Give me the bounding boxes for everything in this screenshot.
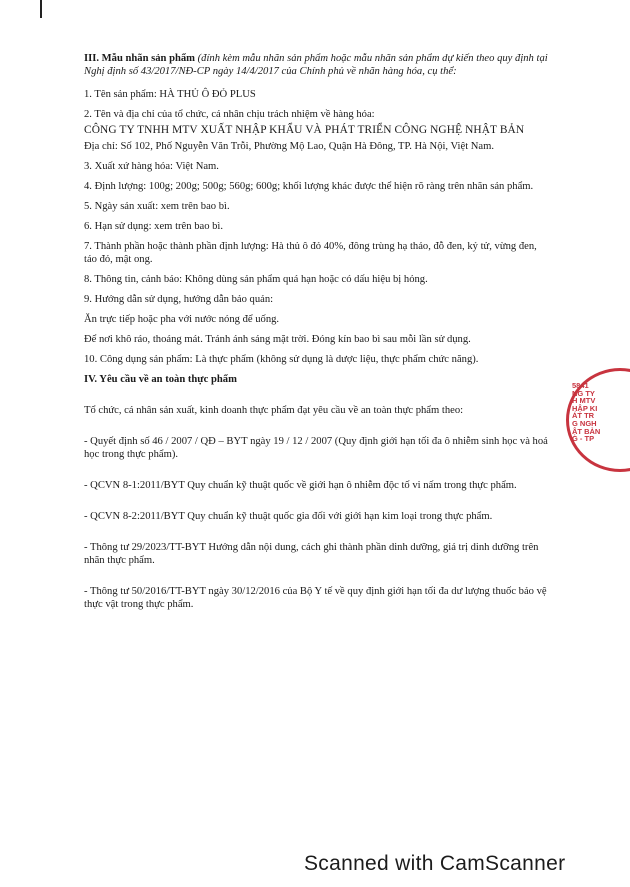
stamp-line: G NGH bbox=[572, 418, 597, 428]
requirement-3: - QCVN 8-2:2011/BYT Quy chuẩn kỹ thuật quốc gia đối với giới hạn kim loại trong thực phẩm. bbox=[84, 511, 493, 522]
company-stamp bbox=[560, 368, 630, 472]
section-3-heading bbox=[84, 52, 552, 78]
item-3: 3. Xuất xứ hàng hóa: Việt Nam. bbox=[84, 161, 219, 172]
requirement-5: - Thông tư 50/2016/TT-BYT ngày 30/12/2016 của Bộ Y tế về quy định giới hạn tối đa dư lượng thuốc bảo vệ thực vật trong thực phẩm. bbox=[84, 586, 547, 610]
item-2: 2. Tên và địa chỉ của tổ chức, cá nhân chịu trách nhiệm về hàng hóa: bbox=[84, 109, 375, 120]
item-9: 9. Hướng dẫn sử dụng, hướng dẫn bảo quản: bbox=[84, 294, 274, 305]
requirement-2: - QCVN 8-1:2011/BYT Quy chuẩn kỹ thuật quốc về giới hạn ô nhiễm độc tố vi nấm trong thực phẩm. bbox=[84, 480, 517, 491]
stamp-line: ÁT TR bbox=[572, 411, 595, 421]
stamp-text bbox=[572, 382, 630, 443]
stamp-line: HẬP KI bbox=[572, 403, 598, 413]
document-body bbox=[84, 52, 552, 611]
page-edge-line bbox=[40, 0, 42, 18]
requirement-4: - Thông tư 29/2023/TT-BYT Hướng dẫn nội dung, cách ghi thành phần dinh dưỡng, giá trị dinh dưỡng trên nhãn thực phẩm. bbox=[84, 542, 539, 566]
item-5: 5. Ngày sản xuất: xem trên bao bì. bbox=[84, 201, 230, 212]
stamp-line: ẬT BẢN bbox=[572, 426, 601, 436]
company-address: Địa chỉ: Số 102, Phố Nguyễn Văn Trỗi, Phường Mộ Lao, Quận Hà Đông, TP. Hà Nội, Việt Nam. bbox=[84, 141, 495, 152]
company-name: CÔNG TY TNHH MTV XUẤT NHẬP KHẨU VÀ PHÁT TRIỂN CÔNG NGHỆ NHẬT BẢN bbox=[84, 124, 525, 136]
usage-instruction: Ăn trực tiếp hoặc pha với nước nóng để uống. bbox=[84, 314, 280, 325]
item-4: 4. Định lượng: 100g; 200g; 500g; 560g; 600g; khối lượng khác được thể hiện rõ ràng trên nhãn sản phẩm. bbox=[84, 181, 534, 192]
item-6: 6. Hạn sử dụng: xem trên bao bì. bbox=[84, 221, 224, 232]
item-1: 1. Tên sản phẩm: HÀ THỦ Ô ĐỎ PLUS bbox=[84, 89, 256, 100]
scanner-watermark: Scanned with CamScanner bbox=[304, 852, 566, 875]
section-3-note: (đính kèm mẫu nhãn sản phẩm hoặc mẫu nhãn sản phẩm dự kiến theo quy định tại Nghị định số 43/2017/NĐ-CP ngày 14/4/2017 của Chính phủ về nhãn hàng hóa, cụ thể: bbox=[84, 53, 548, 77]
item-10: 10. Công dụng sản phẩm: Là thực phẩm (không sử dụng là dược liệu, thực phẩm chức năng). bbox=[84, 354, 479, 365]
item-7: 7. Thành phần hoặc thành phần định lượng: Hà thủ ô đỏ 40%, đông trùng hạ thảo, đỗ đen, kỷ tử, vừng đen, táo đỏ, mật ong. bbox=[84, 241, 537, 265]
stamp-line: NG TY bbox=[572, 388, 595, 398]
section-3-title: III. Mẫu nhãn sản phẩm bbox=[84, 53, 195, 64]
requirement-1: - Quyết định số 46 / 2007 / QĐ – BYT ngày 19 / 12 / 2007 (Quy định giới hạn tối đa ô nhiễm sinh học và hoá học trong thực phẩm). bbox=[84, 436, 548, 460]
stamp-line: 5841 bbox=[572, 381, 589, 390]
stamp-line: H MTV bbox=[572, 396, 596, 406]
item-8: 8. Thông tin, cảnh báo: Không dùng sản phẩm quá hạn hoặc có dấu hiệu bị hỏng. bbox=[84, 274, 428, 285]
section-4-heading: IV. Yêu cầu về an toàn thực phẩm bbox=[84, 374, 237, 385]
section-4-intro: Tổ chức, cá nhân sản xuất, kinh doanh thực phẩm đạt yêu cầu về an toàn thực phẩm theo: bbox=[84, 405, 464, 416]
stamp-line: G - TP bbox=[572, 434, 595, 444]
storage-instruction: Để nơi khô ráo, thoáng mát. Tránh ánh sáng mặt trời. Đóng kín bao bì sau mỗi lần sử dụng. bbox=[84, 334, 471, 345]
